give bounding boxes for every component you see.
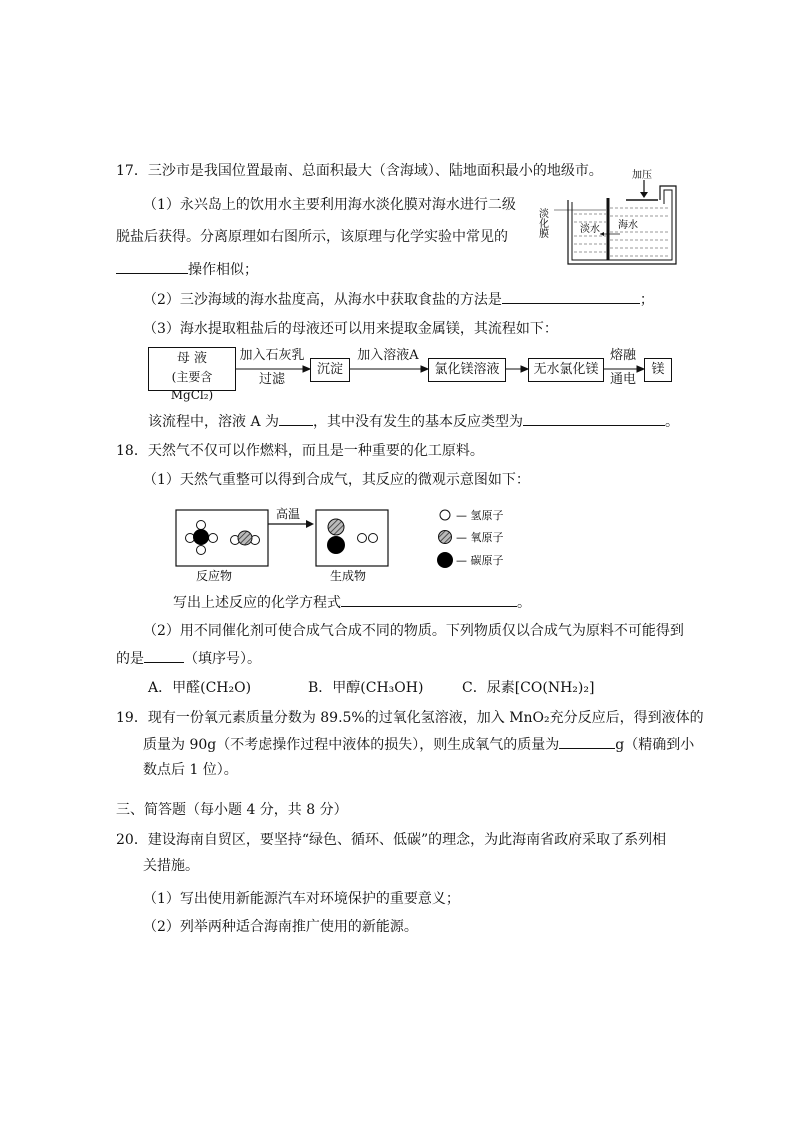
q20-line2: 关措施。: [143, 858, 199, 874]
q18-equation: 写出上述反应的化学方程式 。: [173, 592, 531, 613]
q20-part1: （1）写出使用新能源汽车对环境保护的重要意义；: [143, 891, 460, 907]
answer-blank[interactable]: [523, 411, 665, 426]
q17-stem: 17．三沙市是我国位置最南、总面积最大（含海域）、陆地面积最小的地级市。: [116, 163, 603, 179]
flow-arrow1-top: 加入石灰乳: [239, 348, 305, 363]
q20-line1: 20．建设海南自贸区，要坚持“绿色、循环、低碳”的理念，为此海南省政府采取了系列相: [116, 832, 667, 848]
q19-line1: 19．现有一份氧元素质量分数为 89.5%的过氧化氢溶液，加入 MnO₂充分反应后，得到液体的: [116, 710, 704, 726]
product-label: 生成物: [330, 569, 367, 583]
flow-arrow2-top: 加入溶液A: [357, 348, 419, 363]
q19-line3: 数点后 1 位）。: [143, 762, 238, 778]
answer-blank[interactable]: [559, 734, 615, 749]
q18-part2-line2: 的是 （填序号）。: [116, 648, 261, 669]
legend-hydrogen: — 氢原子: [456, 509, 504, 522]
section3-heading: 三、简答题（每小题 4 分，共 8 分）: [116, 802, 348, 818]
q17-part3: （3）海水提取粗盐后的母液还可以用来提取金属镁，其流程如下：: [143, 321, 558, 337]
micro-reaction-diagram: [170, 500, 570, 586]
q18-option-b: B．甲醇(CH₃OH): [308, 680, 424, 696]
q20-part2: （2）列举两种适合海南推广使用的新能源。: [143, 919, 418, 935]
q17-part1-line1: （1）永兴岛上的饮用水主要利用海水淡化膜对海水进行二级: [143, 197, 516, 213]
flow-box-anhydrous-mgcl2: 无水氯化镁: [528, 358, 604, 382]
q17-part1-line3: 操作相似；: [116, 259, 258, 280]
q17-part2: （2）三沙海域的海水盐度高，从海水中获取食盐的方法是 ；: [143, 289, 654, 310]
legend-oxygen: — 氧原子: [456, 531, 504, 544]
answer-blank[interactable]: [144, 648, 184, 663]
flow-arrow1-bottom: 过滤: [258, 372, 285, 387]
q18-option-c: C．尿素[CO(NH₂)₂]: [462, 680, 595, 696]
flow-box-mgcl2-solution: 氯化镁溶液: [428, 358, 506, 382]
q19-line2: 质量为 90g（不考虑操作过程中液体的损失），则生成氧气的质量为 g（精确到小: [143, 734, 694, 755]
q18-stem: 18．天然气不仅可以作燃料，而且是一种重要的化工原料。: [116, 443, 484, 459]
sea-water-label: 海水: [618, 220, 638, 231]
reactant-label: 反应物: [196, 569, 233, 583]
flow-arrows: [0, 0, 794, 400]
flow-arrow4-top: 熔融: [609, 348, 636, 363]
answer-blank[interactable]: [279, 411, 313, 426]
q17-part1-line2: 脱盐后获得。分离原理如右图所示，该原理与化学实验中常见的: [116, 229, 508, 245]
reaction-condition: 高温: [276, 507, 301, 521]
flow-box-mother-liquor: 母 液 (主要含 MgCl₂): [148, 347, 236, 391]
answer-blank[interactable]: [341, 592, 517, 607]
pressure-label: 加压: [632, 170, 652, 181]
membrane-label: 淡化膜: [536, 208, 548, 238]
q18-part1: （1）天然气重整可以得到合成气，其反应的微观示意图如下：: [143, 472, 530, 488]
q18-part2-line1: （2）用不同催化剂可使合成气合成不同的物质。下列物质仅以合成气为原料不可能得到: [143, 623, 684, 639]
flow-box-magnesium: 镁: [644, 358, 672, 382]
fresh-water-label: 淡水: [580, 224, 600, 235]
flow-box-precipitate: 沉淀: [310, 358, 350, 382]
flow-arrow4-bottom: 通电: [609, 372, 636, 387]
q18-option-a: A．甲醛(CH₂O): [148, 680, 252, 696]
legend-carbon: — 碳原子: [456, 554, 504, 567]
q17-tail: 该流程中，溶液 A 为 ，其中没有发生的基本反应类型为 。: [148, 411, 679, 432]
